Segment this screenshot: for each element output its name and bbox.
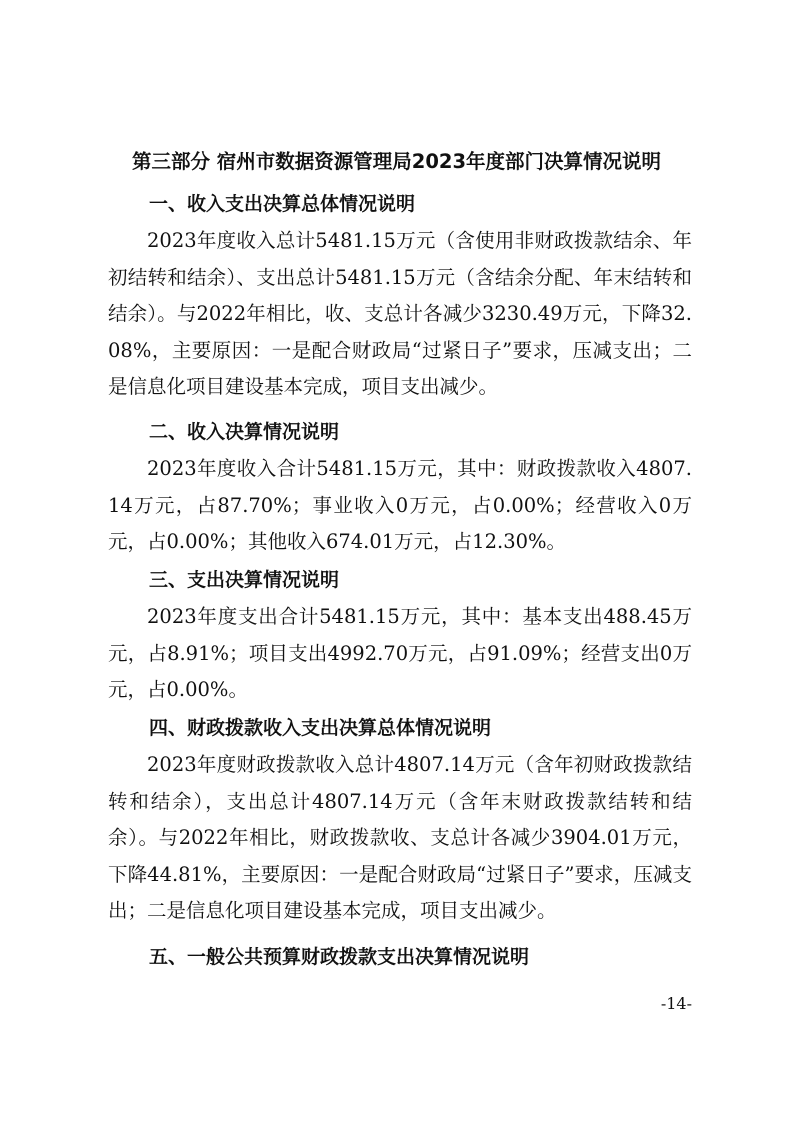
section-heading-general-public-budget: 五、一般公共预算财政拨款支出决算情况说明 [149, 946, 530, 968]
section-heading-income-expenditure-overview: 一、收入支出决算总体情况说明 [149, 193, 416, 215]
section-body-income: 2023年度收入合计5481.15万元，其中：财政拨款收入4807.14万元，占87.70%；事业收入0万元，占0.00%；经营收入0万元，占0.00%；其他收入674.01万元，占12.30%。 [108, 457, 692, 554]
page-number: -14- [660, 994, 692, 1013]
section-body-fiscal-appropriation-overview: 2023年度财政拨款收入总计4807.14万元（含年初财政拨款结转和结余），支出总计4807.14万元（含年末财政拨款结转和结余）。与2022年相比，财政拨款收、支总计各减少3904.01万元，下降44.81%，主要原因：一是配合财政局“过紧日子”要求，压减支出；二是信息化项目建设基本完成，项目支出减少。 [108, 753, 692, 923]
section-body-income-expenditure-overview: 2023年度收入总计5481.15万元（含使用非财政拨款结余、年初结转和结余）、支出总计5481.15万元（含结余分配、年末结转和结余）。与2022年相比，收、支总计各减少3230.49万元，下降32.08%，主要原因：一是配合财政局“过紧日子”要求，压减支出；二是信息化项目建设基本完成，项目支出减少。 [108, 229, 692, 399]
section-heading-expenditure: 三、支出决算情况说明 [149, 569, 340, 591]
section-body-expenditure: 2023年度支出合计5481.15万元，其中：基本支出488.45万元，占8.91%；项目支出4992.70万元，占91.09%；经营支出0万元，占0.00%。 [108, 605, 692, 702]
page-title: 第三部分 宿州市数据资源管理局2023年度部门决算情况说明 [131, 150, 662, 173]
section-heading-income: 二、收入决算情况说明 [149, 421, 340, 443]
section-heading-fiscal-appropriation-overview: 四、财政拨款收入支出决算总体情况说明 [149, 717, 492, 739]
